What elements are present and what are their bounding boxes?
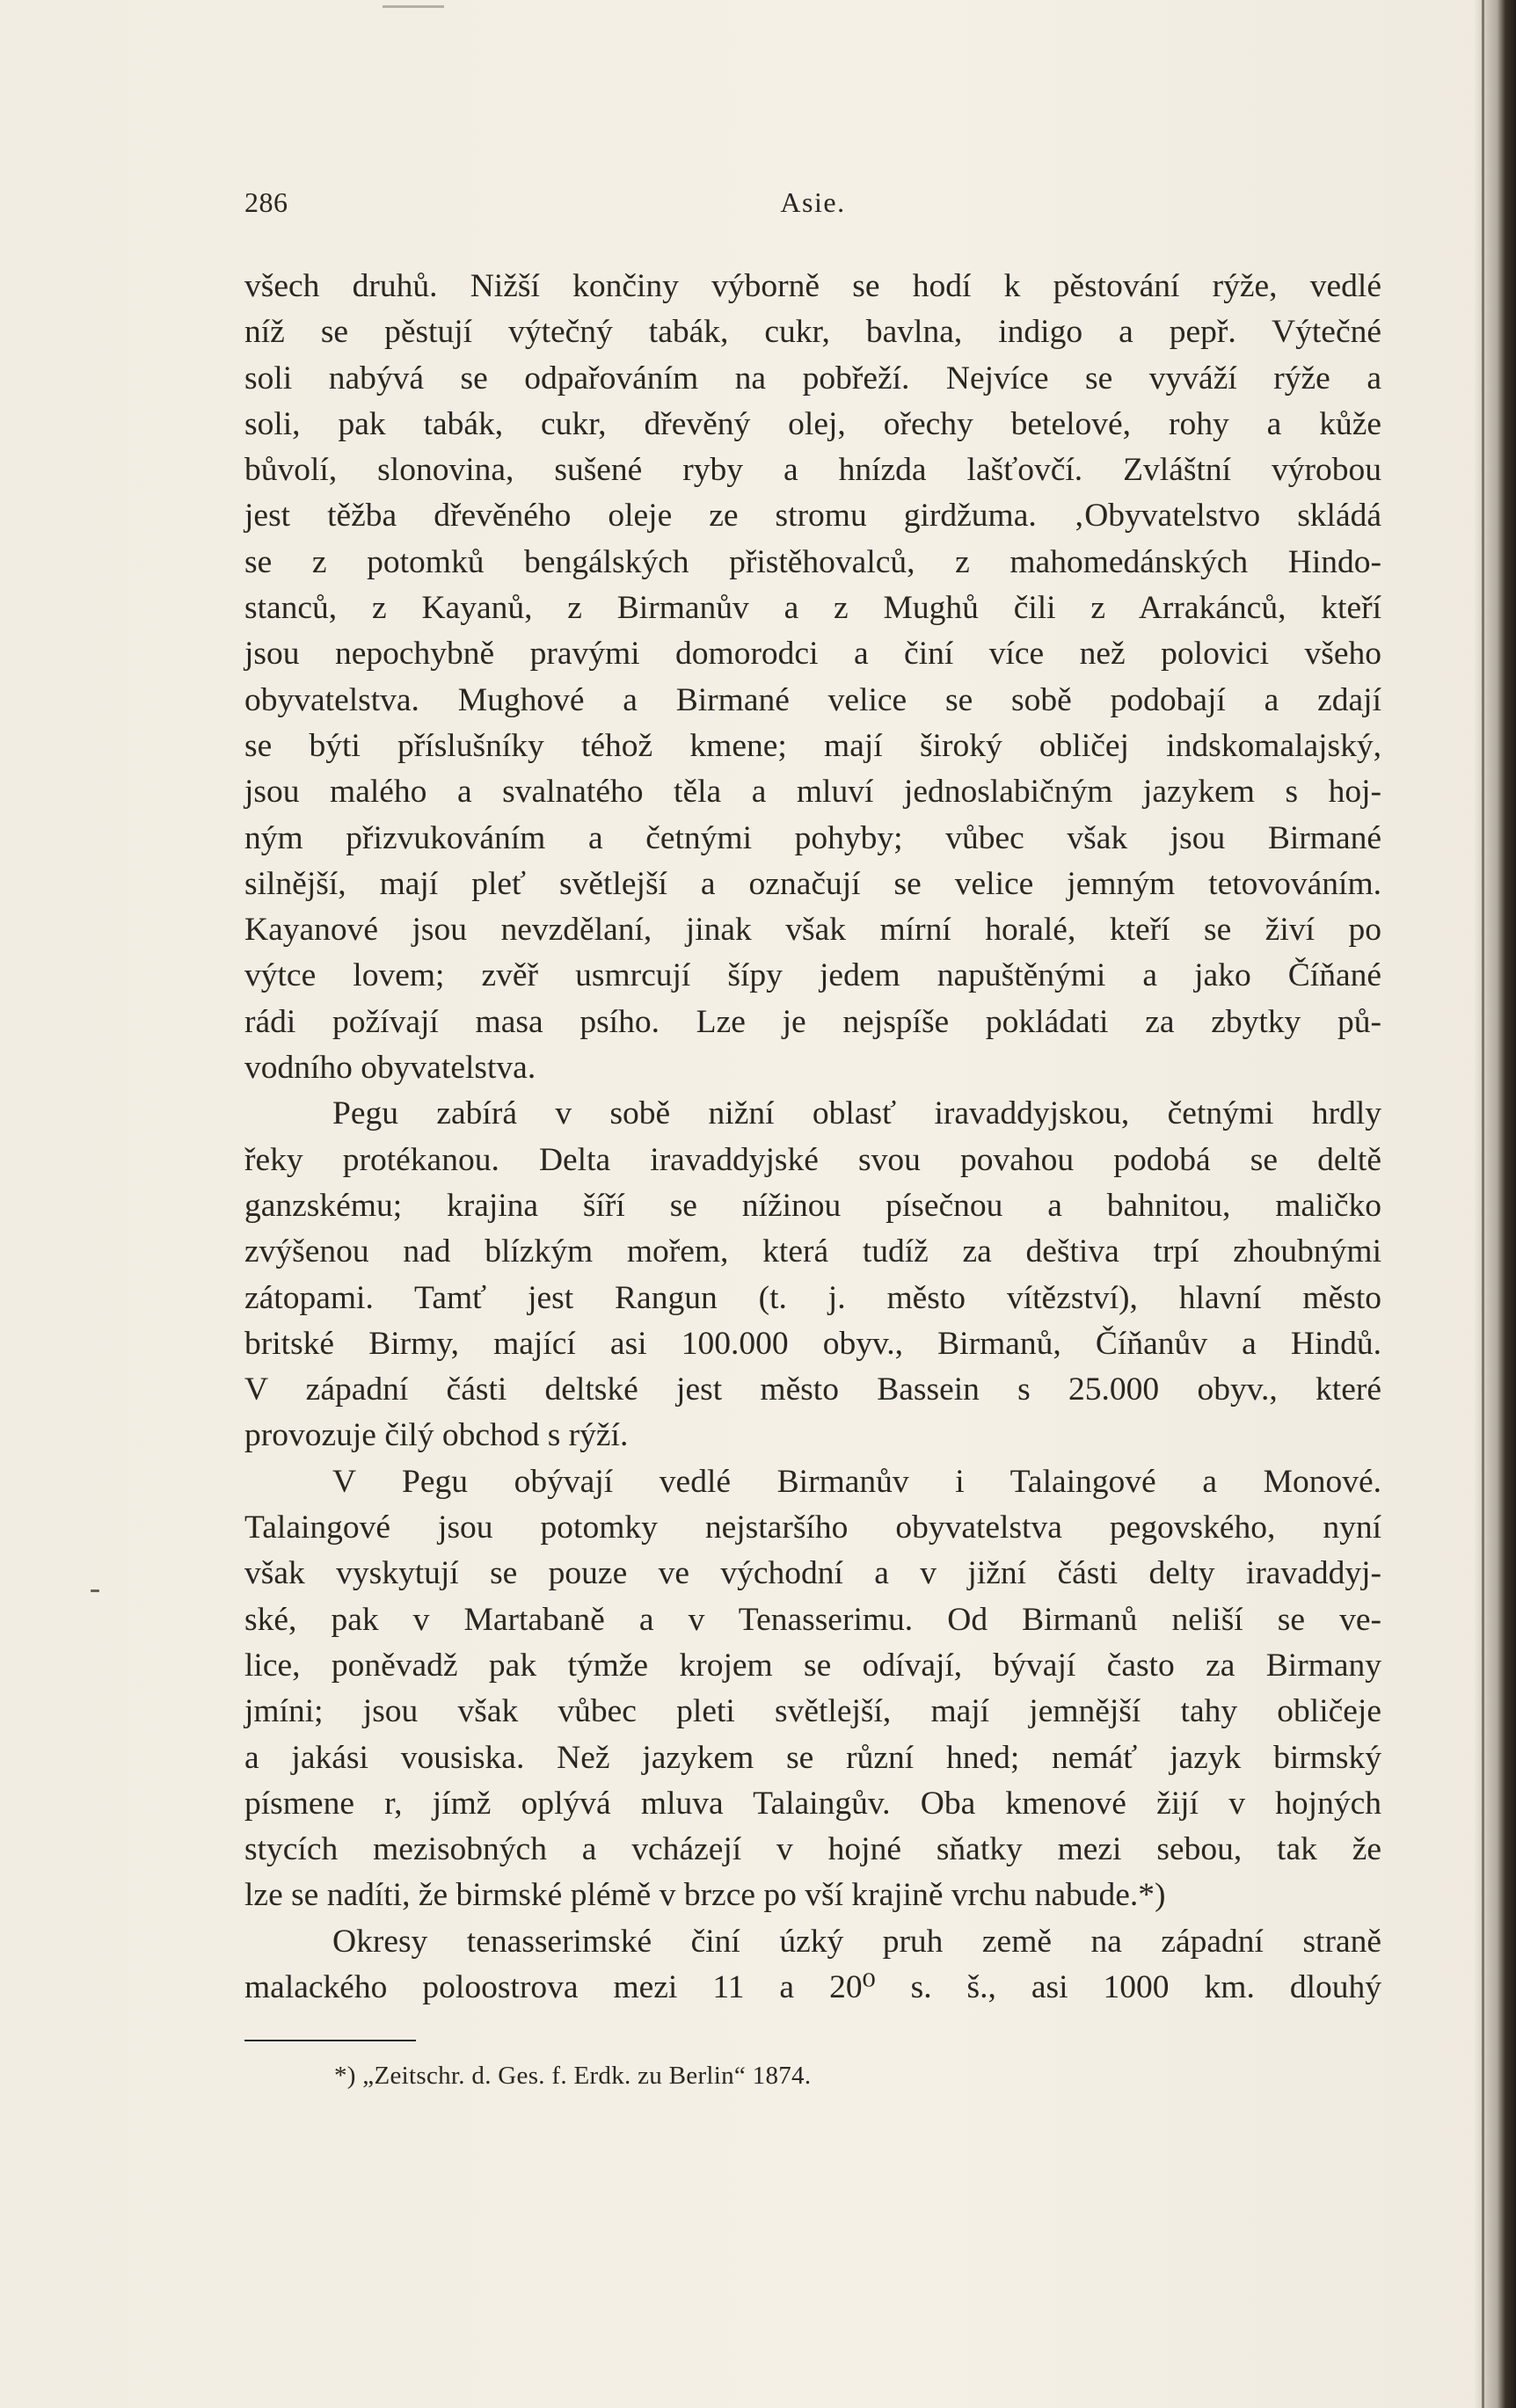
text-line: lze se nadíti, že birmské plémě v brzce po vší krajině vrchu nabude.*) [244, 1877, 1166, 1914]
text-line: ské, pak v Martabaně a v Tenasserimu. Od Birmanů neliší se ve- [244, 1601, 1381, 1638]
text-line: řeky protékanou. Delta iravaddyjské svou povahou podobá se deltě [244, 1141, 1381, 1178]
page-number: 286 [244, 186, 288, 218]
text-line: zvýšenou nad blízkým mořem, která tudíž za deštiva trpí zhoubnými [244, 1233, 1381, 1270]
text-line: ganzskému; krajina šíří se nížinou písečnou a bahnitou, maličko [244, 1187, 1381, 1224]
text-line: se z potomků bengálských přistěhovalců, z mahomedánských Hindo- [244, 543, 1381, 580]
text-line: Okresy tenasserimské činí úzký pruh země na západní straně [332, 1923, 1381, 1960]
page-edge-line [1482, 0, 1484, 2408]
footnote-rule [244, 2040, 416, 2041]
text-line: soli, pak tabák, cukr, dřevěný olej, ořechy betelové, rohy a kůže [244, 405, 1381, 442]
text-line: stanců, z Kayanů, z Birmanův a z Mughů čili z Arrakánců, kteří [244, 590, 1381, 627]
text-line: britské Birmy, mající asi 100.000 obyv., Birmanů, Číňanův a Hindů. [244, 1325, 1381, 1362]
text-line: vodního obyvatelstva. [244, 1050, 536, 1087]
text-line: zátopami. Tamť jest Rangun (t. j. město vítězství), hlavní město [244, 1279, 1381, 1316]
text-line: však vyskytují se pouze ve východní a v jižní části delty iravaddyj- [244, 1555, 1381, 1592]
text-line: silnější, mají pleť světlejší a označují se velice jemným tetovováním. [244, 865, 1381, 902]
running-title: Asie. [780, 186, 846, 218]
text-line: Kayanové jsou nevzdělaní, jinak však mírní horalé, kteří se živí po [244, 912, 1381, 949]
text-line: ným přizvukováním a četnými pohyby; vůbec však jsou Birmané [244, 819, 1381, 856]
margin-mark [91, 1590, 99, 1592]
text-line: Talaingové jsou potomky nejstaršího obyvatelstva pegovského, nyní [244, 1510, 1381, 1546]
text-line: výtce lovem; zvěř usmrcují šípy jedem napuštěnými a jako Číňané [244, 957, 1381, 994]
text-line: níž se pěstují výtečný tabák, cukr, bavlna, indigo a pepř. Výtečné [244, 314, 1381, 351]
text-line: lice, poněvadž pak týmže krojem se odívají, bývají často za Birmany [244, 1647, 1381, 1684]
text-line: jsou nepochybně pravými domorodci a činí více než polovici všeho [244, 636, 1381, 673]
body-text [244, 264, 1381, 2011]
text-line: V západní části deltské jest město Bassein s 25.000 obyv., které [244, 1371, 1381, 1408]
footnote: *) „Zeitschr. d. Ges. f. Erdk. zu Berlin“ 1874. [334, 2062, 812, 2090]
text-line: soli nabývá se odpařováním na pobřeží. Nejvíce se vyváží rýže a [244, 360, 1381, 396]
text-line: stycích mezisobných a vcházejí v hojné sňatky mezi sebou, tak že [244, 1831, 1381, 1868]
text-line: malackého poloostrova mezi 11 a 20⁰ s. š., asi 1000 km. dlouhý [244, 1968, 1381, 2005]
text-line: rádi požívají masa psího. Lze je nejspíše pokládati za zbytky pů- [244, 1003, 1381, 1040]
text-line: bůvolí, slonovina, sušené ryby a hnízda lašťovčí. Zvláštní výrobou [244, 452, 1381, 489]
text-line: všech druhů. Nižší končiny výborně se hodí k pěstování rýže, vedlé [244, 268, 1381, 304]
text-line: a jakási vousiska. Než jazykem se různí hned; nemáť jazyk birmský [244, 1739, 1381, 1776]
text-line: jsou malého a svalnatého těla a mluví jednoslabičným jazykem s hoj- [244, 774, 1381, 811]
text-line: se býti příslušníky téhož kmene; mají široký obličej indskomalajský, [244, 727, 1381, 764]
text-line: jmíni; jsou však vůbec pleti světlejší, mají jemnější tahy obličeje [244, 1693, 1381, 1730]
page-edge-shadow [1474, 0, 1516, 2408]
text-line: V Pegu obývají vedlé Birmanův i Talaingové a Monové. [332, 1463, 1381, 1500]
text-line: písmene r, jímž oplývá mluva Talaingův. Oba kmenové žijí v hojných [244, 1785, 1381, 1822]
page-header [244, 186, 1381, 222]
text-line: obyvatelstva. Mughové a Birmané velice se sobě podobají a zdají [244, 681, 1381, 718]
text-line: provozuje čilý obchod s rýží. [244, 1417, 629, 1454]
text-line: jest těžba dřevěného oleje ze stromu girdžuma. ‚Obyvatelstvo skládá [244, 498, 1381, 535]
text-line: Pegu zabírá v sobě nižní oblasť iravaddyjskou, četnými hrdly [332, 1095, 1381, 1132]
print-mark [383, 5, 444, 8]
